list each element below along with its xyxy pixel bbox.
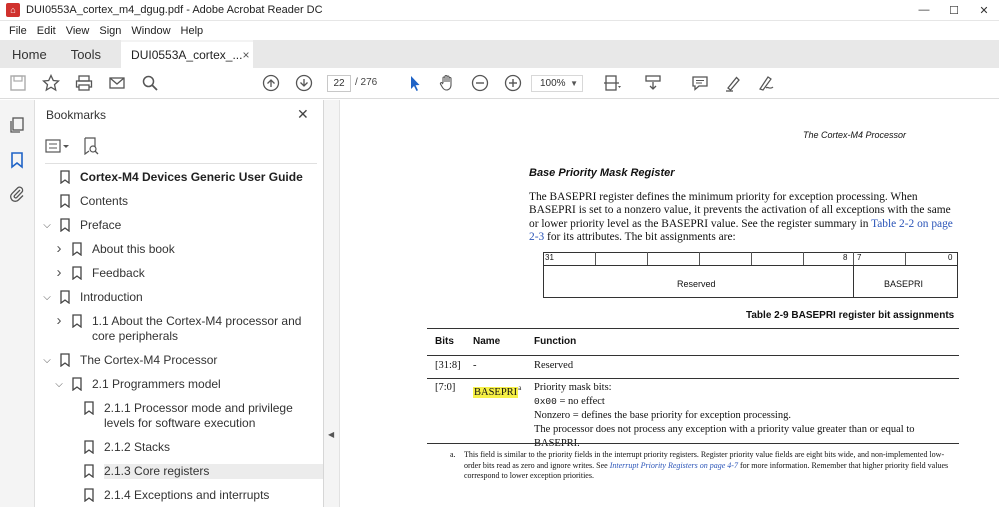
footnote-text-2: for more information. Remember that higher priority field values correspond to lower exception priorities. (464, 460, 949, 480)
menu-view[interactable]: View (65, 24, 90, 37)
table-link[interactable]: Table 2-2 on page 2-3 (529, 217, 953, 244)
email-icon[interactable] (107, 73, 127, 93)
tab-document[interactable] (121, 40, 253, 68)
bookmark-item[interactable] (35, 314, 324, 344)
bookmark-star-icon[interactable] (41, 73, 61, 93)
find-bookmark-icon[interactable] (83, 137, 99, 158)
bookmark-item[interactable] (35, 266, 324, 281)
bookmark-item[interactable] (35, 377, 324, 392)
para-text-2: for its attributes. The bit assignments are: (544, 231, 736, 244)
page-thumbnails-icon[interactable] (8, 116, 26, 134)
chevron-right-icon[interactable]: › (56, 312, 62, 329)
bookmark-label: 2.1.1 Processor mode and privilege levels for software execution (104, 401, 293, 430)
function-line: The processor does not process any exception with a priority value greater than or equal to (534, 424, 915, 435)
close-window-button[interactable]: ✕ (979, 4, 989, 17)
bookmark-list (35, 170, 324, 507)
body-paragraph (529, 191, 959, 245)
field-reserved: Reserved (677, 279, 716, 289)
bookmark-icon (71, 314, 83, 328)
bookmark-item[interactable] (35, 290, 324, 305)
bookmark-item[interactable] (35, 353, 324, 368)
row2-name (473, 381, 521, 400)
menu-help[interactable]: Help (180, 24, 204, 37)
print-icon[interactable] (74, 73, 94, 93)
function-line: Priority mask bits: (534, 382, 612, 393)
bookmark-options-icon[interactable] (45, 138, 71, 157)
col-header-name: Name (473, 336, 501, 347)
zoom-out-icon[interactable] (470, 73, 490, 93)
tab-document-label: DUI0553A_cortex_... (131, 48, 243, 62)
bookmark-icon (59, 194, 71, 208)
save-icon[interactable] (8, 73, 28, 93)
bookmark-icon (71, 377, 83, 391)
chevron-down-icon[interactable]: ⌵ (43, 220, 51, 231)
bookmark-label: Contents (80, 194, 129, 208)
function-line (534, 395, 959, 409)
chevron-down-icon[interactable]: ⌵ (43, 292, 51, 303)
section-title: Base Priority Mask Register (529, 167, 675, 179)
table-rule (427, 328, 959, 329)
scrolling-mode-icon[interactable] (643, 73, 663, 93)
menu-edit[interactable]: Edit (36, 24, 56, 37)
bit-31-label: 31 (545, 253, 554, 262)
collapse-arrow-icon: ◀ (328, 430, 335, 439)
chevron-right-icon[interactable]: › (56, 264, 62, 281)
bookmark-icon (71, 242, 83, 256)
footnote-ref: a (518, 384, 522, 392)
hand-tool-icon[interactable] (437, 73, 457, 93)
field-divider (853, 265, 854, 298)
field-basepri: BASEPRI (884, 279, 924, 289)
bookmark-icon (83, 401, 95, 415)
chevron-down-icon: ▼ (570, 79, 578, 88)
zoom-in-icon[interactable] (503, 73, 523, 93)
row2-bits: [7:0] (435, 382, 456, 393)
function-line: Nonzero = defines the base priority for exception processing. (534, 410, 791, 421)
previous-page-icon[interactable] (261, 73, 281, 93)
bookmark-item[interactable] (35, 440, 324, 455)
bit-7-label: 7 (857, 253, 862, 262)
row2-function (534, 381, 959, 451)
bookmark-icon (59, 290, 71, 304)
chevron-right-icon[interactable]: › (56, 240, 62, 257)
page-number-input[interactable]: 22 (327, 75, 351, 92)
bookmark-item[interactable] (35, 194, 324, 209)
bookmark-label: Introduction (80, 290, 143, 304)
table-rule (427, 355, 959, 356)
attachments-paperclip-icon[interactable] (8, 185, 26, 203)
bookmarks-title: Bookmarks (46, 108, 107, 122)
bookmark-label: Feedback (92, 266, 145, 280)
page-fit-icon[interactable] (602, 73, 622, 93)
footnote-mark: a. (450, 450, 456, 459)
highlight-pen-icon[interactable] (723, 73, 743, 93)
bookmark-label: 2.1.2 Stacks (104, 440, 171, 454)
chevron-down-icon[interactable]: ⌵ (43, 355, 51, 366)
title-bar (0, 0, 999, 21)
menu-window[interactable]: Window (131, 24, 171, 37)
bookmarks-toolbar (45, 137, 99, 157)
minimize-button[interactable]: — (918, 4, 930, 16)
tab-home[interactable]: Home (12, 46, 47, 62)
table-rule (427, 378, 959, 379)
row1-name: - (473, 360, 477, 371)
bookmark-item[interactable] (35, 218, 324, 233)
col-header-function: Function (534, 336, 577, 347)
page-total: / 276 (355, 77, 378, 88)
zoom-level-dropdown[interactable] (531, 75, 583, 92)
bit-tick (853, 252, 854, 265)
bookmark-item[interactable] (35, 170, 324, 185)
bookmark-icon (59, 218, 71, 232)
footnote-text-1: This field is similar to the priority fields in the interrupt priority registers. Register priority value fields are eight bits wide, and non-implemented low-order bits read as zero and ignore writes. See (464, 450, 945, 470)
bookmark-label: The Cortex-M4 Processor (80, 353, 218, 367)
bookmark-label: 2.1.4 Exceptions and interrupts (104, 488, 270, 502)
bookmark-item[interactable] (35, 242, 324, 257)
window-title: DUI0553A_cortex_m4_dgug.pdf - Adobe Acrobat Reader DC (26, 4, 323, 16)
footnote-text (464, 450, 960, 482)
bit-tick (699, 252, 700, 265)
bookmark-icon (71, 266, 83, 280)
menu-bar (0, 21, 999, 40)
bookmark-label: 2.1 Programmers model (92, 377, 221, 391)
row1-function: Reserved (534, 360, 574, 371)
tab-tools[interactable]: Tools (70, 46, 102, 62)
bookmark-icon (59, 170, 71, 184)
bit-tick (751, 252, 752, 265)
register-bit-diagram (543, 252, 958, 298)
zoom-level-value: 100% (540, 78, 566, 89)
basepri-highlight: BASEPRI (474, 386, 518, 398)
acrobat-app-icon: ⌂ (6, 3, 20, 17)
bookmark-icon (83, 464, 95, 478)
search-icon[interactable] (140, 73, 160, 93)
maximize-button[interactable]: ☐ (949, 4, 959, 17)
chevron-down-icon[interactable]: ⌵ (55, 379, 63, 390)
para-text-1: The BASEPRI register defines the minimum priority for exception processing. When BASEPRI is set to a nonzero value, it prevents the activation of all exceptions with the same or lower priority level as the BASEPRI value. See the register summary in (529, 191, 951, 230)
select-tool-icon[interactable] (405, 73, 425, 93)
function-text: = no effect (556, 396, 605, 407)
bookmark-icon (59, 353, 71, 367)
tab-bar (0, 40, 999, 68)
page-header: The Cortex-M4 Processor (803, 130, 907, 140)
table-caption: Table 2-9 BASEPRI register bit assignments (746, 310, 955, 321)
row1-bits: [31:8] (435, 360, 461, 371)
bookmark-item[interactable] (35, 488, 324, 503)
bookmarks-panel-icon[interactable] (8, 151, 26, 169)
toolbar (0, 68, 999, 99)
menu-file[interactable]: File (9, 24, 27, 37)
col-header-bits: Bits (435, 336, 454, 347)
bit-tick (595, 252, 596, 265)
bookmark-label: Cortex-M4 Devices Generic User Guide (80, 170, 303, 184)
bookmark-label: About this book (92, 242, 175, 256)
bookmark-icon (83, 440, 95, 454)
divider (45, 163, 317, 164)
bookmark-item[interactable] (35, 401, 324, 431)
close-icon[interactable]: ✕ (297, 106, 309, 122)
bookmark-label: Preface (80, 218, 122, 232)
comment-icon[interactable] (690, 73, 710, 93)
bit-tick (905, 252, 906, 265)
navigation-rail (0, 100, 35, 507)
bit-8-label: 8 (843, 253, 848, 262)
bit-0-label: 0 (948, 253, 953, 262)
bookmark-label: 1.1 About the Cortex-M4 processor and core peripherals (92, 314, 302, 343)
sign-icon[interactable] (756, 73, 776, 93)
table-rule (427, 443, 959, 444)
next-page-icon[interactable] (294, 73, 314, 93)
close-tab-icon[interactable]: × (242, 48, 250, 62)
menu-sign[interactable]: Sign (99, 24, 122, 37)
bookmarks-panel (35, 100, 324, 507)
bookmark-label: 2.1.3 Core registers (104, 464, 324, 479)
bit-tick (647, 252, 648, 265)
bookmark-icon (83, 488, 95, 502)
footnote-link[interactable]: Interrupt Priority Registers on page 4-7 (609, 460, 738, 470)
bit-tick (803, 252, 804, 265)
hex-value: 0x00 (534, 396, 557, 407)
panel-collapse-handle[interactable] (324, 100, 340, 507)
bookmark-item[interactable] (35, 464, 324, 479)
document-page (340, 100, 999, 507)
